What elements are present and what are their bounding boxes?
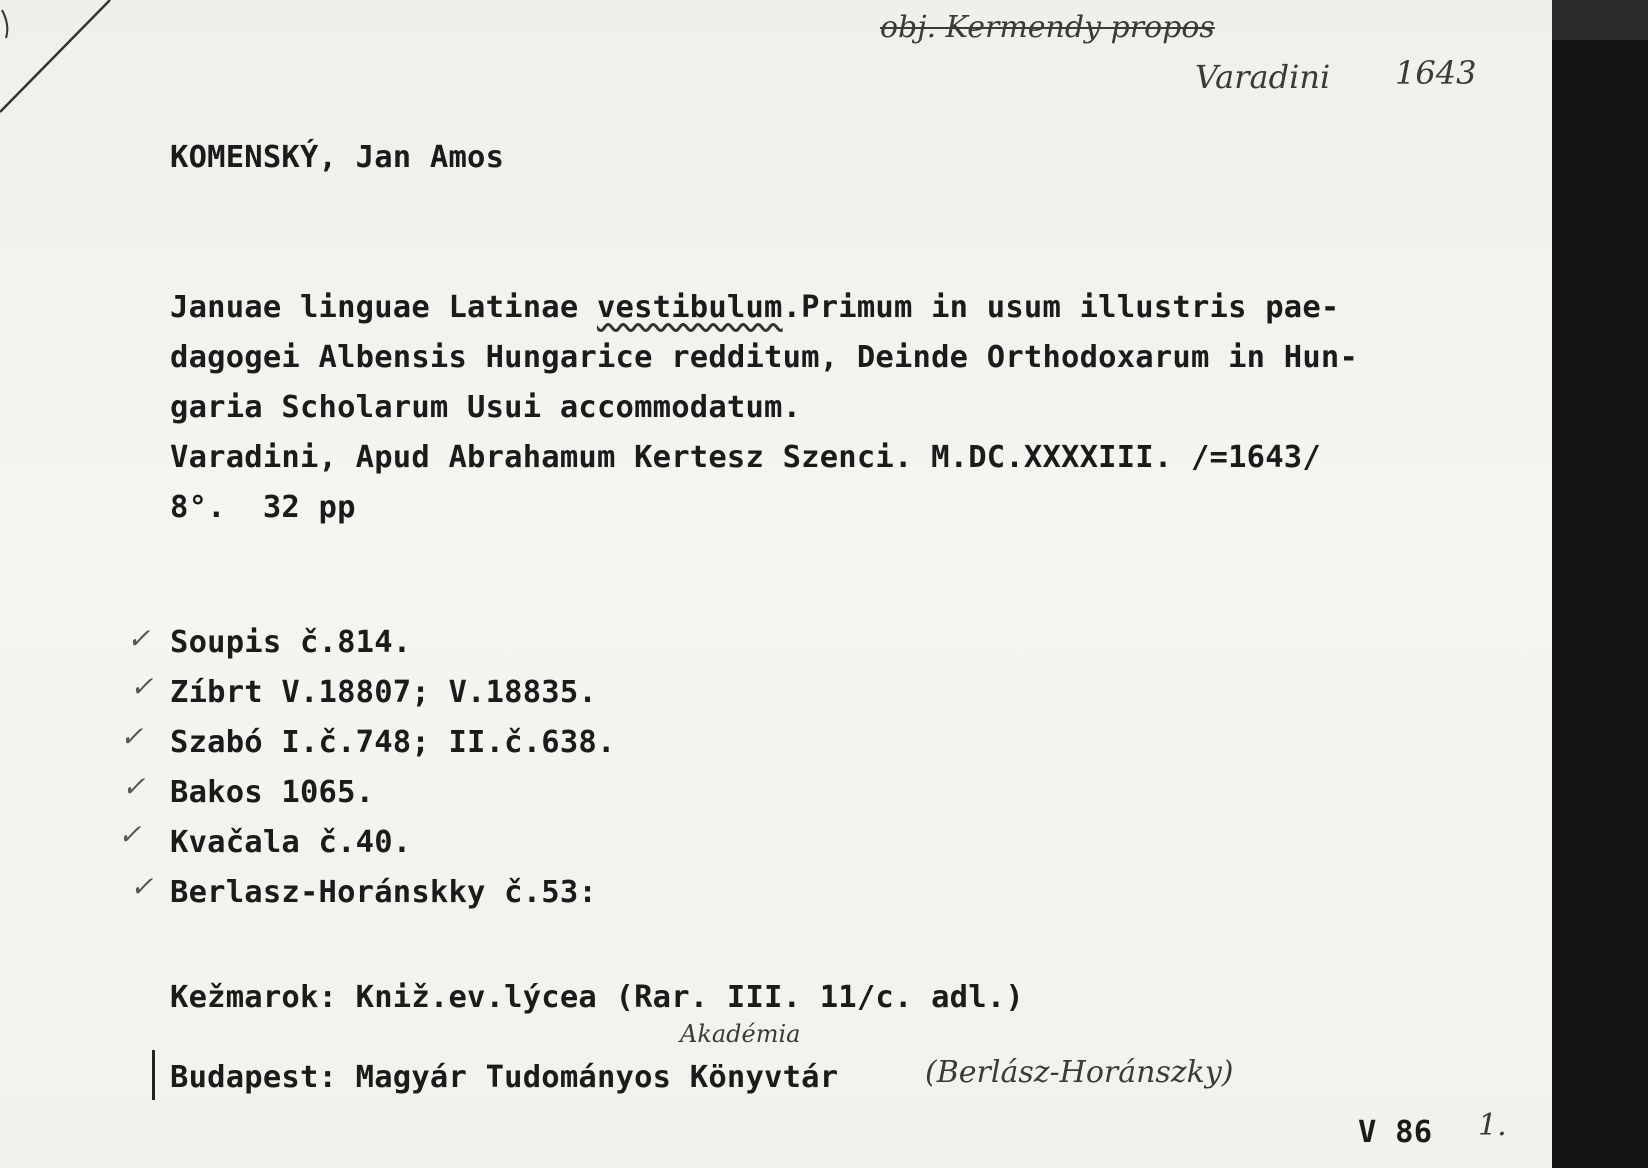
scan-edge-strip: [1552, 0, 1648, 40]
title-line-2: dagogei Albensis Hungarice redditum, Deinde Orthodoxarum in Hun-: [170, 340, 1359, 375]
handwritten-insert: Akadémia: [680, 1020, 801, 1048]
title-line-3: garia Scholarum Usui accommodatum.: [170, 390, 802, 425]
author-heading: KOMENSKÝ, Jan Amos: [170, 140, 505, 175]
scan-edge: [1552, 0, 1648, 1168]
check-mark-5: ✓: [118, 818, 142, 851]
corner-pen-stroke: [0, 0, 200, 140]
check-mark-6: ✓: [130, 870, 154, 903]
reference-4: Bakos 1065.: [170, 775, 375, 810]
handwritten-note: (Berlász-Horánszky): [925, 1055, 1234, 1090]
holding-kezmarok: Kežmarok: Kniž.ev.lýcea (Rar. III. 11/c. adl.): [170, 980, 1024, 1015]
reference-3: Szabó I.č.748; II.č.638.: [170, 725, 616, 760]
shelf-suffix: 1.: [1478, 1108, 1507, 1143]
format-line: 8°. 32 pp: [170, 490, 356, 525]
margin-bar: [152, 1050, 155, 1100]
reference-6: Berlasz-Horánskky č.53:: [170, 875, 597, 910]
shelf-mark: V 86: [1358, 1115, 1433, 1150]
reference-5: Kvačala č.40.: [170, 825, 412, 860]
handwritten-place: Varadini: [1195, 58, 1331, 96]
reference-2: Zíbrt V.18807; V.18835.: [170, 675, 597, 710]
holding-budapest: Budapest: Magyár Tudományos Könyvtár: [170, 1060, 839, 1095]
reference-1: Soupis č.814.: [170, 625, 412, 660]
handwritten-struck-note: obj. Kermendy propos: [880, 10, 1215, 45]
check-mark-1: ✓: [127, 622, 151, 655]
handwritten-year: 1643: [1395, 54, 1477, 92]
title-line-1: Januae linguae Latinae vestibulum.Primum in usum illustris pae-: [170, 290, 1340, 325]
check-mark-4: ✓: [122, 770, 146, 803]
check-mark-3: ✓: [120, 720, 144, 753]
underlined-word: vestibulum: [596, 290, 783, 325]
check-mark-2: ✓: [130, 670, 154, 703]
imprint-line: Varadini, Apud Abrahamum Kertesz Szenci. M.DC.XXXXIII. /=1643/: [170, 440, 1321, 475]
